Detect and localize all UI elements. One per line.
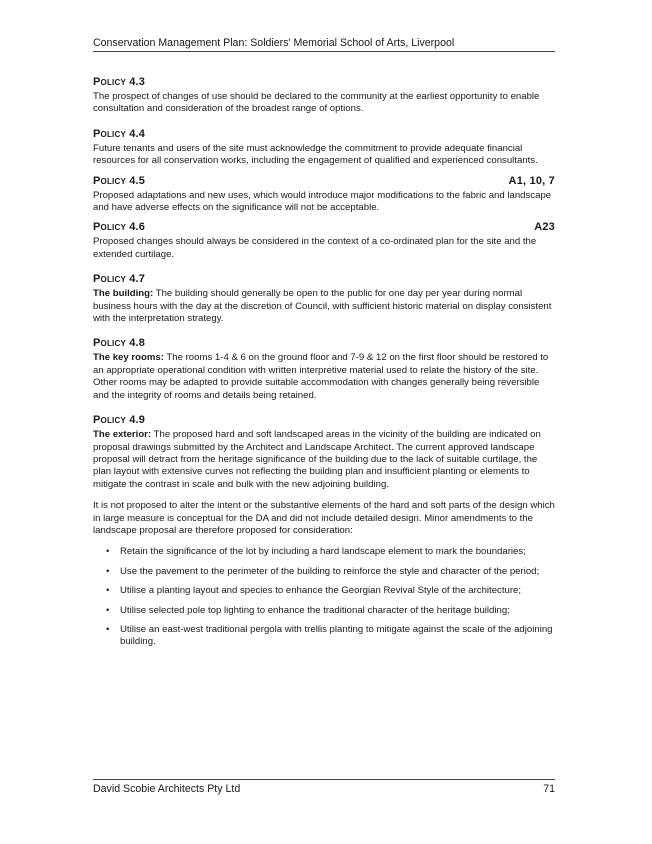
header-title: Conservation Management Plan: Soldiers' Memorial School of Arts, Liverpool — [93, 37, 455, 49]
bullet-icon: • — [106, 604, 110, 616]
policy-title: Policy 4.9 — [93, 414, 146, 427]
footer-company: David Scobie Architects Pty Ltd — [93, 783, 241, 795]
policy-body: The building should generally be open to the public for one day per year during normal business hours with the day at the discretion of Council, with sufficient historic material on display consistent with the interpretation strategy. — [93, 288, 552, 325]
policy-lead: The building: — [93, 288, 154, 300]
document-body — [93, 76, 555, 656]
policy-4-4 — [93, 128, 555, 168]
policy-text: The prospect of changes of use should be declared to the community at the earliest opportunity to enable consultation and consideration of the broadest range of options. — [93, 91, 540, 115]
policy-text — [93, 288, 555, 325]
list-item: • Use the pavement to the perimeter of the building to reinforce the style and character of the period; — [106, 565, 540, 577]
policy-4-7 — [93, 273, 555, 325]
bullet-list — [93, 546, 555, 648]
bullet-icon: • — [106, 546, 110, 558]
bullet-icon: • — [106, 565, 110, 577]
policy-title: Policy 4.4 — [93, 127, 146, 140]
policy-text: Proposed adaptations and new uses, which would introduce major modifications to the fabric and landscape and have adverse effects on the significance will not be acceptable. — [93, 189, 552, 214]
page-header — [93, 37, 555, 52]
bullet-icon: • — [106, 585, 110, 597]
policy-title: Policy 4.5 — [93, 174, 146, 187]
policy-text — [93, 429, 555, 491]
policy-body: The proposed hard and soft landscaped areas in the vicinity of the building are indicated on proposal drawings submitted by the Architect and Landscape Architect. The current approved landscape proposal will detract from the heritage significance of the building due to the lack of suitable curtilage, the plan layout with extensive curves not reflecting the building plan and insufficient planting or elements to mitigate the contrast in scale and bulk with the new adjoining building. — [93, 429, 541, 490]
policy-title: Policy 4.7 — [93, 273, 146, 286]
policy-4-6 — [93, 221, 555, 261]
policy-4-5 — [93, 175, 555, 215]
policy-lead: The exterior: — [93, 429, 152, 441]
policy-4-3 — [93, 76, 555, 116]
page-number: 71 — [543, 783, 555, 795]
policy-lead: The key rooms: — [93, 352, 164, 364]
policy-text: Future tenants and users of the site must acknowledge the commitment to provide adequate financial resources for all conservation works, including the engagement of qualified and experienced consultants. — [93, 142, 538, 167]
policy-text: Proposed changes should always be considered in the context of a co-ordinated plan for the site and the extended curtilage. — [93, 236, 537, 260]
policy-title: Policy 4.8 — [93, 337, 146, 350]
page-footer — [93, 779, 555, 795]
list-item: • Retain the significance of the lot by including a hard landscape element to mark the boundaries; — [106, 546, 526, 558]
list-item: • Utilise a planting layout and species to enhance the Georgian Revival Style of the architecture; — [106, 585, 522, 597]
policy-title: Policy 4.6 — [93, 221, 146, 234]
landscape-paragraph: It is not proposed to alter the intent or the substantive elements of the hard and soft parts of the design which in large measure is conceptual for the DA and did not include detailed design. Minor amendments to the landscape proposal are therefore proposed for consideration: — [93, 500, 555, 536]
policy-title: Policy 4.3 — [93, 76, 146, 88]
policy-4-8 — [93, 337, 555, 402]
bullet-icon: • — [106, 623, 110, 635]
policy-body: The rooms 1-4 & 6 on the ground floor and 7-9 & 12 on the first floor should be restored to an appropriate operational condition with written interpretive material used to relate the history of the site. Other rooms may be adapted to provide suitable accommodation with changes generally being reversible and the integrity of rooms and details being retained. — [93, 352, 549, 401]
policy-reference: A23 — [534, 221, 555, 234]
policy-reference: A1, 10, 7 — [508, 174, 555, 187]
list-item: • Utilise selected pole top lighting to enhance the traditional character of the heritage building; — [106, 604, 510, 616]
policy-4-9 — [93, 414, 555, 491]
list-item: • Utilise an east-west traditional pergola with trellis planting to mitigate against the scale of the adjoining building. — [106, 623, 553, 648]
policy-text — [93, 352, 555, 402]
